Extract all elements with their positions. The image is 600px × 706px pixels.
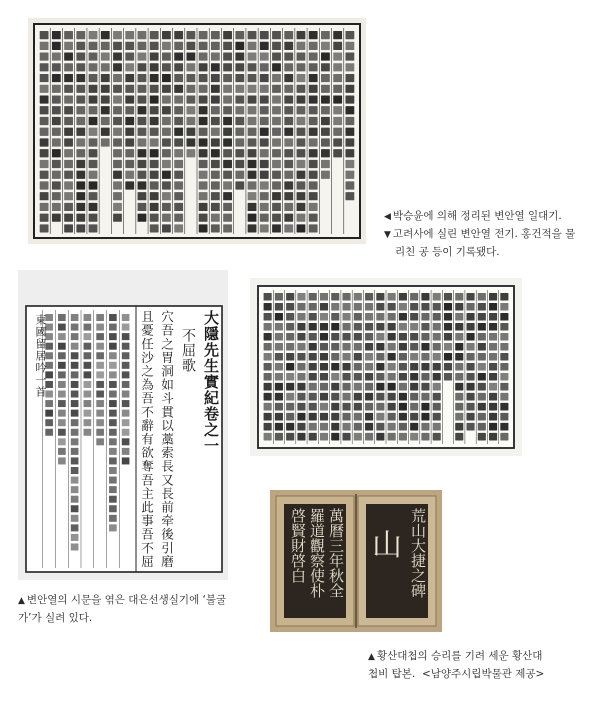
caption-top-1: 박승윤에 의해 정리된 변안열 일대기. — [392, 210, 562, 222]
rubbing-left-col2: 羅道觀察使朴 — [308, 508, 326, 598]
triangle-up-icon: ▲ — [18, 596, 25, 606]
rubbing-left-col1: 萬曆三年秋全 — [327, 508, 345, 598]
woodblock-page-right-image — [250, 278, 522, 456]
caption-middle — [18, 592, 248, 627]
book-text-col2: 且憂任沙之為吾不辭有欲奪吾主此事吾不屈 — [139, 310, 154, 569]
triangle-down-icon: ▼ — [384, 230, 391, 240]
caption-middle-line1: 변안열의 시문을 엮은 대은선생실기에 ‘불굴 — [26, 594, 227, 606]
photo-stele-rubbing — [270, 490, 442, 632]
photo-woodblock-page-right — [250, 278, 522, 456]
triangle-left-icon: ◀ — [384, 212, 391, 222]
caption-top-2-line1: 고려사에 실린 변안열 전기. 홍건적을 물 — [392, 228, 576, 240]
rubbing-left-col3: 啓賢財啓白 — [289, 508, 307, 583]
book-title: 大隱先生實紀卷之一 — [202, 310, 220, 454]
caption-top — [384, 208, 584, 261]
caption-credit: <남양주시립박물관 제공> — [421, 668, 545, 680]
book-left-label: 東國留居吟一首 — [34, 314, 47, 398]
book-page-frame — [18, 270, 228, 580]
photo-book-page — [18, 270, 228, 580]
photo-woodblock-page-top — [28, 18, 366, 244]
caption-bottom-line2: 첩비 탑본. — [368, 668, 416, 680]
triangle-up-icon: ▲ — [368, 652, 375, 662]
book-text-col1: 穴吾之胃洞如斗貫以藁索長又長前牵後引磨 — [159, 310, 174, 569]
woodblock-page-top-image — [28, 18, 366, 244]
book-section-title: 不屈歌 — [180, 328, 196, 373]
caption-top-2-line2: 리친 공 등이 기록됐다. — [395, 246, 500, 258]
rubbing-seal: 山 — [372, 528, 402, 563]
rubbing-right-col1: 荒山大捷之碑 — [409, 508, 427, 598]
caption-middle-line2: 가’가 실려 있다. — [18, 612, 93, 624]
caption-bottom — [368, 648, 594, 683]
caption-bottom-line1: 황산대첩의 승리를 기려 세운 황산대 — [376, 650, 543, 662]
